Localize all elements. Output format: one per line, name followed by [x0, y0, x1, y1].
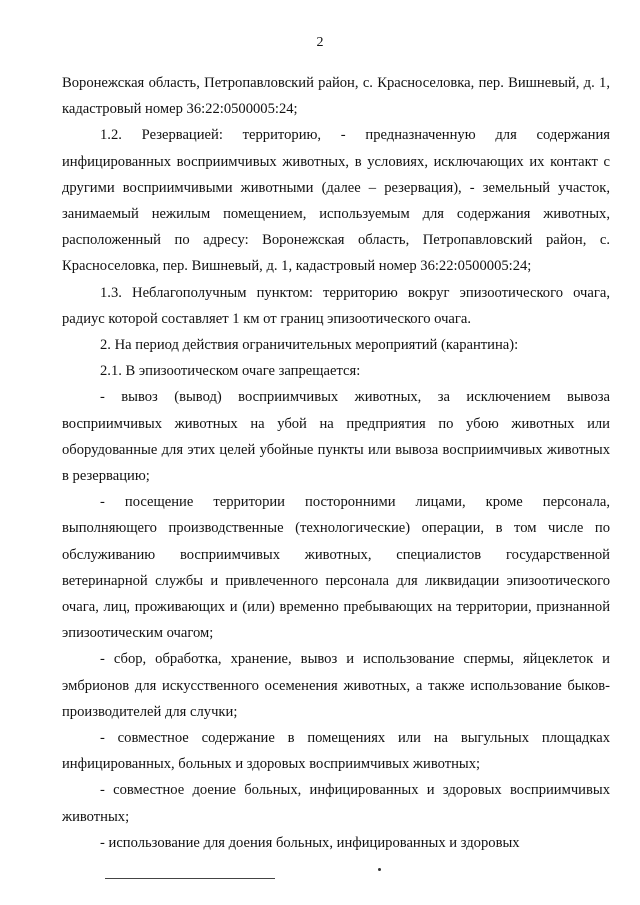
footer-divider [105, 878, 275, 879]
paragraph-address-continuation: Воронежская область, Петропавловский район, с. Красноселовка, пер. Вишневый, д. 1, кадастровый номер 36:22:0500005:24; [62, 75, 610, 118]
scan-dot [378, 868, 381, 871]
page-number: 2 [316, 35, 324, 50]
document-body [62, 70, 610, 856]
list-item-export-animals: - вывоз (вывод) восприимчивых животных, за исключением вывоза восприимчивых животных на убой на предприятия по убою животных или оборудованные для этих целей убойные пункты или вывоза восприимчивых животных в резервацию; [62, 389, 610, 485]
list-item-sperm-embryos: - сбор, обработка, хранение, вывоз и использование спермы, яйцеклеток и эмбрионов для искусственного осеменения животных, а также использование быков-производителей для случки; [62, 651, 610, 720]
list-item-milking-usage: - использование для доения больных, инфицированных и здоровых [100, 834, 520, 851]
list-item-joint-keeping: - совместное содержание в помещениях или на выгульных площадках инфицированных, больных и здоровых восприимчивых животных; [62, 730, 610, 773]
paragraph-2-quarantine-period: 2. На период действия ограничительных мероприятий (карантина): [100, 337, 519, 354]
paragraph-1-2-reservation: 1.2. Резервацией: территорию, - предназначенную для содержания инфицированных восприимчивых животных, в условиях, исключающих их контакт с другими восприимчивыми животными (далее – резервация), - земельный участок, занимаемый нежилым помещением, используемым для содержания животных, расположенный по адресу: Воронежская область, Петропавловский район, с. Красноселовка, пер. Вишневый, д. 1, кадастровый номер 36:22:0500005:24; [62, 127, 610, 275]
list-item-visits: - посещение территории посторонними лицами, кроме персонала, выполняющего производственные (технологические) операции, в том числе по обслуживанию восприимчивых животных, специалистов государственной ветеринарной службы и привлеченного персонала для ликвидации эпизоотического очага, лиц, проживающих и (или) временно пребывающих на территории, признанной эпизоотическим очагом; [62, 494, 610, 642]
list-item-joint-milking: - совместное доение больных, инфицированных и здоровых восприимчивых животных; [62, 782, 610, 825]
paragraph-2-1-prohibited: 2.1. В эпизоотическом очаге запрещается: [100, 363, 361, 380]
paragraph-1-3-unfavorable-point: 1.3. Неблагополучным пунктом: территорию вокруг эпизоотического очага, радиус которой составляет 1 км от границ эпизоотического очага. [62, 284, 610, 327]
